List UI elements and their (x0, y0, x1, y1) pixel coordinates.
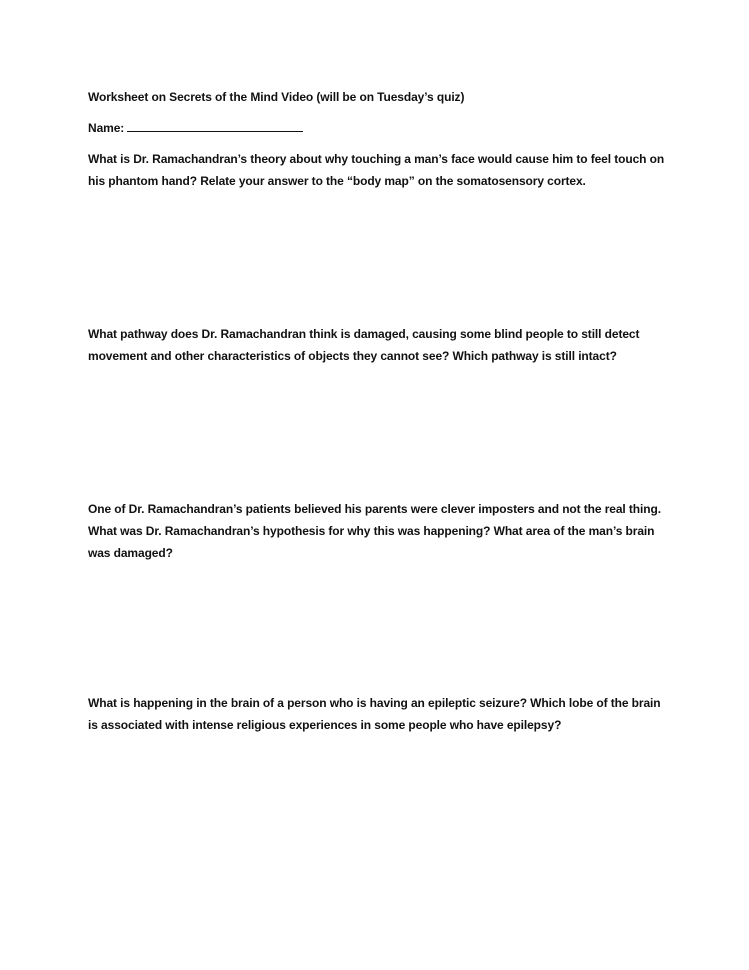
name-blank-line[interactable] (127, 119, 303, 132)
question-2: What pathway does Dr. Ramachandran think is damaged, causing some blind people to still detect movement and other characteristics of objects they cannot see? Which pathway is still intact? (88, 327, 640, 363)
question-4: What is happening in the brain of a person who is having an epileptic seizure? Which lobe of the brain is associated with intense religious experiences in some people who have epilepsy? (88, 696, 661, 732)
name-field-row (88, 117, 668, 139)
question-1: What is Dr. Ramachandran’s theory about why touching a man’s face would cause him to feel touch on his phantom hand? Relate your answer to the “body map” on the somatosensory cortex. (88, 152, 665, 188)
name-label: Name: (88, 121, 125, 135)
worksheet-title: Worksheet on Secrets of the Mind Video (will be on Tuesday’s quiz) (88, 90, 465, 104)
question-3: One of Dr. Ramachandran’s patients believed his parents were clever imposters and not the real thing. What was Dr. Ramachandran’s hypothesis for why this was happening? What area of the man’s brain was damaged? (88, 502, 661, 560)
